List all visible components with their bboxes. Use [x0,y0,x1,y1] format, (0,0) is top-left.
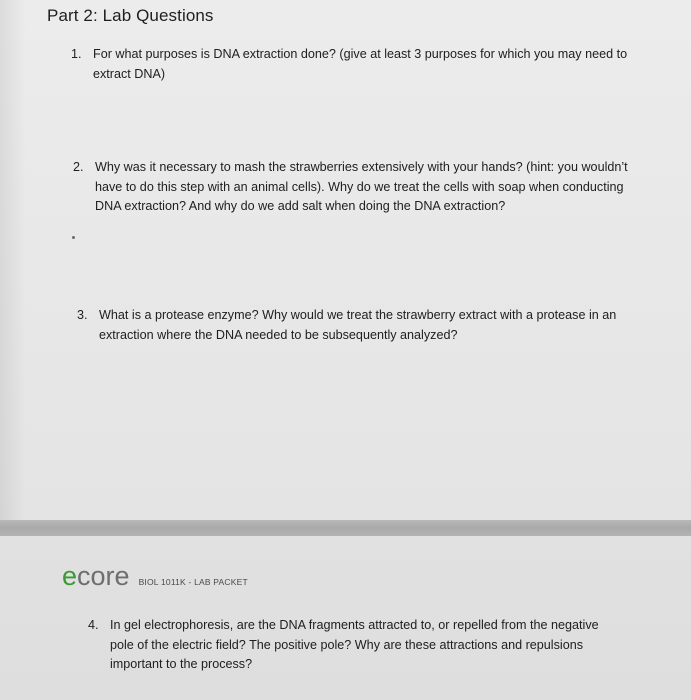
question-4 [88,616,618,675]
footer-brand [62,563,248,590]
question-1 [71,45,641,84]
question-number: 3. [77,308,88,322]
question-text: What is a protease enzyme? Why would we treat the strawberry extract with a protease in an extraction where the DNA needed to be subsequently analyzed? [99,308,617,342]
question-number: 4. [88,618,99,632]
logo-letter-e: e [62,561,78,591]
question-2 [73,158,643,217]
page-break-bar [0,520,691,536]
question-text: In gel electrophoresis, are the DNA fragments attracted to, or repelled from the negative pole of the electric field? The positive pole? Why are these attractions and repulsions important to the process? [110,618,599,671]
question-text: Why was it necessary to mash the strawberries extensively with your hands? (hint: you wouldn’t have to do this step with an animal cells). Why do we treat the cells with soap when conducting DNA extraction? And why do we add salt when doing the DNA extraction? [95,160,628,213]
course-label: BIOL 1011K - LAB PACKET [138,577,248,587]
stray-mark [72,236,75,239]
section-heading: Part 2: Lab Questions [47,6,214,25]
question-number: 1. [71,47,82,61]
question-text: For what purposes is DNA extraction done? (give at least 3 purposes for which you may need to extract DNA) [93,47,628,81]
question-number: 2. [73,160,84,174]
question-3 [77,306,647,345]
logo-letters-core: core [77,561,130,591]
ecore-logo [62,563,130,590]
